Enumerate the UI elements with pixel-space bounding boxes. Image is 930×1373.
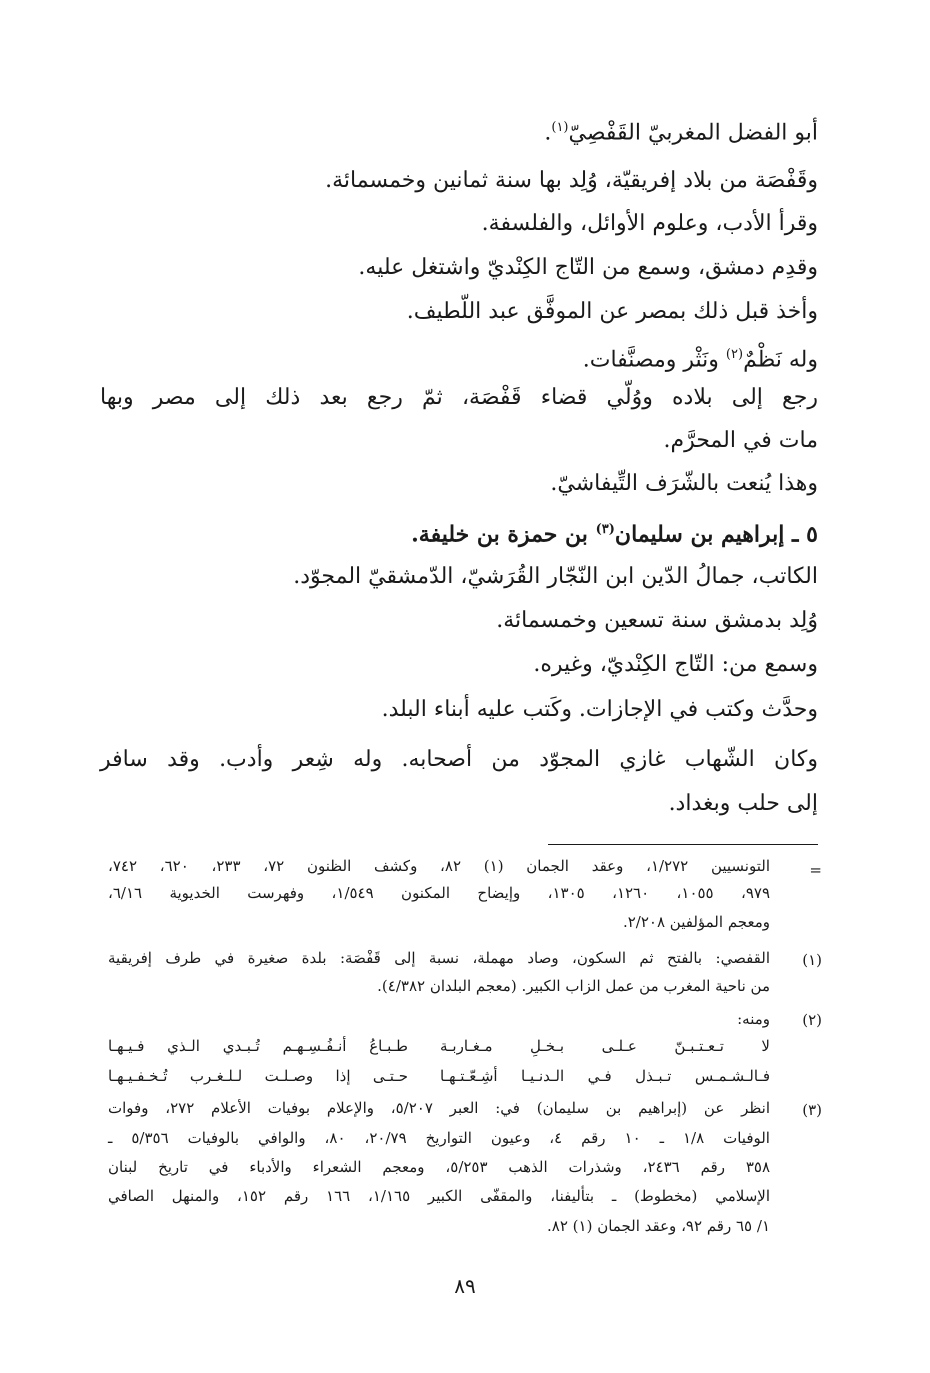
footnote-line: الوفيات ١/٨ ـ ١٠ رقم ٤، وعيون التواريخ ٢٠/٧٩، ٨٠، والوافي بالوفيات ٥/٣٥٦ ـ (108, 1129, 770, 1147)
text-line: الكاتب، جمالُ الدّين ابن النّجّار القُرَشيّ، الدّمشقيّ المجوّد. (293, 564, 818, 589)
text-fragment: ونَثْر ومصنَّفات. (582, 347, 719, 373)
poem-hemistich: طـبـاعُ أنـفُـسِـهـم تُـبـدي الـذي فـيـهـا (108, 1037, 408, 1055)
text-line: وقدِم دمشق، وسمع من التّاج الكِنْديّ واشتغل عليه. (358, 255, 818, 280)
text-line (100, 340, 818, 375)
text-fragment: أبو الفضل المغربيّ القَفْصِيّ (568, 120, 818, 146)
footnote-line: ٣٥٨ رقم ٢٤٣٦، وشذرات الذهب ٥/٢٥٣، ومعجم الشعراء والأدباء في تاريخ لبنان (108, 1158, 771, 1176)
text-line: وأخذ قبل ذلك بمصر عن الموفَّق عبد اللّطيف. (406, 299, 818, 324)
footnote-line: القفصي: بالفتح ثم السكون، وصاد مهملة، نسبة إلى قَفْصَة: بلدة صغيرة في طرف إفريقية (108, 949, 770, 967)
footnote-line: الإسلامي (مخطوط) ـ بتأليفنا، والمقفّى الكبير ١/١٦٥، ١٦٦ رقم ١٥٢، والمنهل الصافي (108, 1187, 770, 1205)
footnote-reference: (٣) (595, 522, 615, 537)
footnote-line: انظر عن (إبراهيم بن سليمان) في: العبر ٥/٢٠٧، والإعلام بوفيات الأعلام ٢٧٢، وفوات (108, 1099, 770, 1117)
footnote-line: من ناحية المغرب من عمل الزاب الكبير. (معجم البلدان ٤/٣٨٢). (377, 977, 770, 995)
text-line: وكان الشّهاب غازي المجوّد من أصحابه. وله شِعر وأدب. وقد سافر (100, 747, 818, 772)
text-fragment: بن حمزة بن خليفة. (411, 521, 588, 548)
text-line: وهذا يُنعت بالشّرَف التِّيفاشيّ. (550, 471, 818, 496)
text-fragment: ٥ ـ إبراهيم بن سليمان (614, 521, 818, 548)
footnote-line: ومنه: (737, 1010, 770, 1028)
poem-hemistich: لا تـعـتـبـنّ عـلـى بـخـلِ مـغـاربـة (440, 1037, 770, 1055)
footnote-line: ومعجم المؤلفين ٢/٢٠٨. (622, 913, 770, 931)
text-fragment: . (544, 120, 552, 146)
footnote-continuation-marker: = (809, 861, 822, 879)
text-line: وقرأ الأدب، وعلوم الأوائل، والفلسفة. (481, 211, 818, 236)
poem-hemistich: حـتـى إذا وصـلـت لـلـغـرب تُـخـفـيـهـا (108, 1067, 408, 1085)
footnote-marker: (٢) (802, 1011, 822, 1029)
text-line: وحدَّث وكتب في الإجازات. وكَتب عليه أبناء البلد. (381, 697, 818, 722)
text-line (100, 113, 818, 148)
footnote-reference: (٢) (725, 347, 744, 362)
text-line: إلى حلب وبغداد. (668, 791, 818, 816)
text-line: وسمع من: التّاج الكِنْديّ، وغيره. (533, 652, 818, 677)
footnote-line: ٩٧٩، ١٠٥٥، ١٢٦٠، ١٣٠٥، وإيضاح المكنون ١/٥٤٩، وفهرست الخديوية ٦/١٦، (108, 884, 771, 902)
page-number: ٨٩ (454, 1274, 476, 1298)
footnote-divider (548, 844, 818, 845)
footnote-line: ١/ ٦٥ رقم ٩٢، وعقد الجمان (١) ٨٢. (546, 1217, 770, 1235)
entry-heading (100, 515, 818, 549)
footnote-marker: (٣) (802, 1101, 822, 1119)
footnote-reference: (١) (551, 120, 569, 135)
text-line: وُلِد بدمشق سنة تسعين وخمسمائة. (496, 608, 818, 633)
poem-hemistich: فـالـشـمـس تـبـذل فـي الـدنـيـا أشِـعّـتـهـا (440, 1067, 770, 1085)
footnote-marker: (١) (802, 951, 822, 969)
text-fragment: وله نَظْمٌ (743, 347, 818, 373)
text-line: وقَفْصَة من بلاد إفريقيّة، وُلِد بها سنة ثمانين وخمسمائة. (325, 168, 818, 193)
footnote-line: التونسيين ١/٢٧٢، وعقد الجمان (١) ٨٢، وكشف الظنون ٧٢، ٢٣٣، ٦٢٠، ٧٤٢، (108, 857, 770, 875)
text-line: مات في المحرَّم. (663, 428, 818, 453)
text-line: رجع إلى بلاده ووُلّي قضاء قَفْصَة، ثمّ رجع بعد ذلك إلى مصر وبها (100, 385, 818, 410)
